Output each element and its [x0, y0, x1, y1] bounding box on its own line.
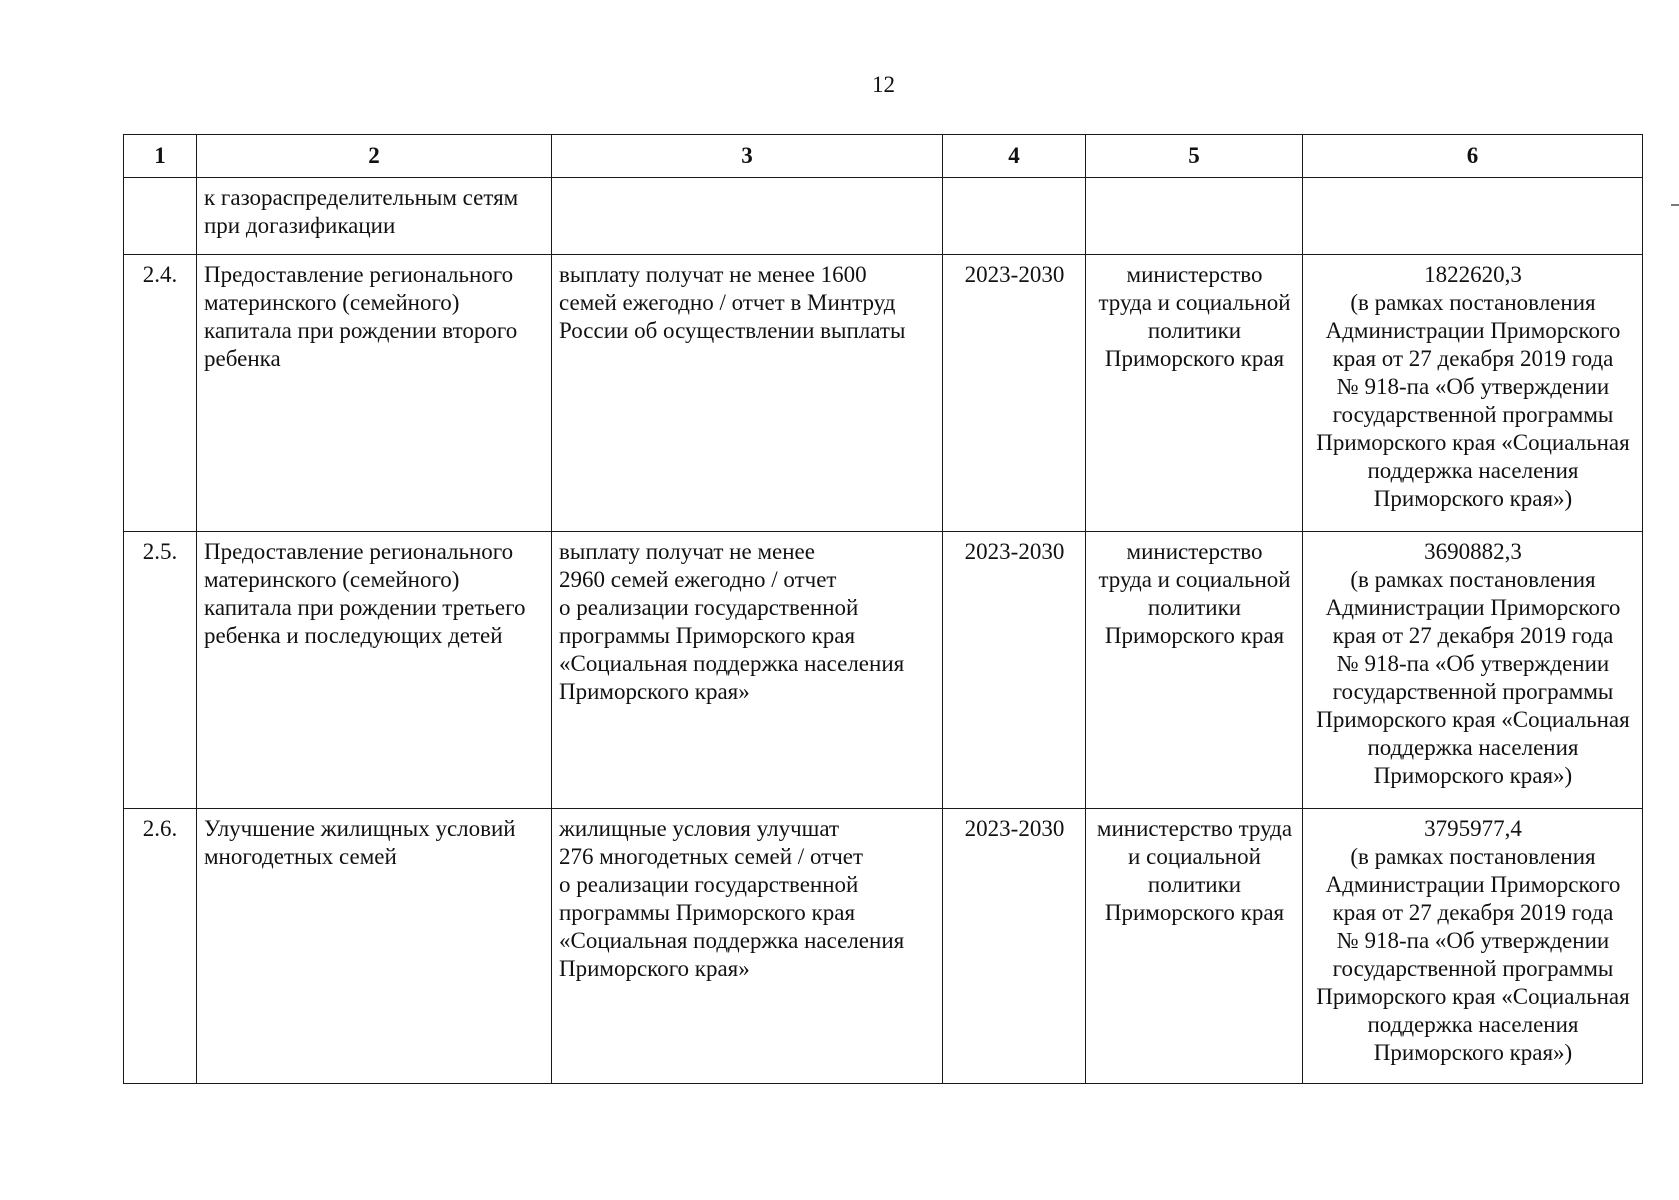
row-number-cell	[124, 178, 197, 255]
result-cell	[552, 178, 943, 255]
column-header-2: 2	[197, 135, 552, 178]
column-header-4: 4	[943, 135, 1086, 178]
row-number-cell: 2.4.	[124, 255, 197, 532]
column-header-1: 1	[124, 135, 197, 178]
result-cell: жилищные условия улучшат 276 многодетных семей / отчет о реализации государственной программы Приморского края «Социальная поддержка населения Приморского края»	[552, 809, 943, 1084]
measure-cell: к газораспределительным сетям при догазификации	[197, 178, 552, 255]
table-row	[124, 809, 1643, 1084]
table-row	[124, 255, 1643, 532]
page-number: 12	[872, 72, 895, 97]
period-cell: 2023-2030	[943, 532, 1086, 809]
row-number-cell: 2.5.	[124, 532, 197, 809]
funding-cell	[1303, 178, 1643, 255]
program-measures-table	[123, 134, 1643, 1084]
result-cell: выплату получат не менее 1600 семей ежегодно / отчет в Минтруд России об осуществлении выплаты	[552, 255, 943, 532]
period-cell: 2023-2030	[943, 255, 1086, 532]
funding-cell: 3690882,3 (в рамках постановления Администрации Приморского края от 27 декабря 2019 года № 918-па «Об утверждении государственной программы Приморского края «Социальная поддержка населения Приморского края»)	[1303, 532, 1643, 809]
measure-cell: Предоставление регионального материнского (семейного) капитала при рождении третьего ребенка и последующих детей	[197, 532, 552, 809]
measure-cell: Предоставление регионального материнского (семейного) капитала при рождении второго ребенка	[197, 255, 552, 532]
table-row	[124, 178, 1643, 255]
period-cell: 2023-2030	[943, 809, 1086, 1084]
scan-edge-mark	[1671, 204, 1679, 206]
funding-cell: 3795977,4 (в рамках постановления Администрации Приморского края от 27 декабря 2019 года № 918-па «Об утверждении государственной программы Приморского края «Социальная поддержка населения Приморского края»)	[1303, 809, 1643, 1084]
column-header-6: 6	[1303, 135, 1643, 178]
executor-cell: министерство труда и социальной политики Приморского края	[1086, 809, 1303, 1084]
table-header-row	[124, 135, 1643, 178]
executor-cell	[1086, 178, 1303, 255]
result-cell: выплату получат не менее 2960 семей ежегодно / отчет о реализации государственной программы Приморского края «Социальная поддержка населения Приморского края»	[552, 532, 943, 809]
period-cell	[943, 178, 1086, 255]
measure-cell: Улучшение жилищных условий многодетных семей	[197, 809, 552, 1084]
executor-cell: министерство труда и социальной политики Приморского края	[1086, 532, 1303, 809]
column-header-5: 5	[1086, 135, 1303, 178]
funding-cell: 1822620,3 (в рамках постановления Администрации Приморского края от 27 декабря 2019 года № 918-па «Об утверждении государственной программы Приморского края «Социальная поддержка населения Приморского края»)	[1303, 255, 1643, 532]
table-row	[124, 532, 1643, 809]
row-number-cell: 2.6.	[124, 809, 197, 1084]
executor-cell: министерство труда и социальной политики Приморского края	[1086, 255, 1303, 532]
column-header-3: 3	[552, 135, 943, 178]
